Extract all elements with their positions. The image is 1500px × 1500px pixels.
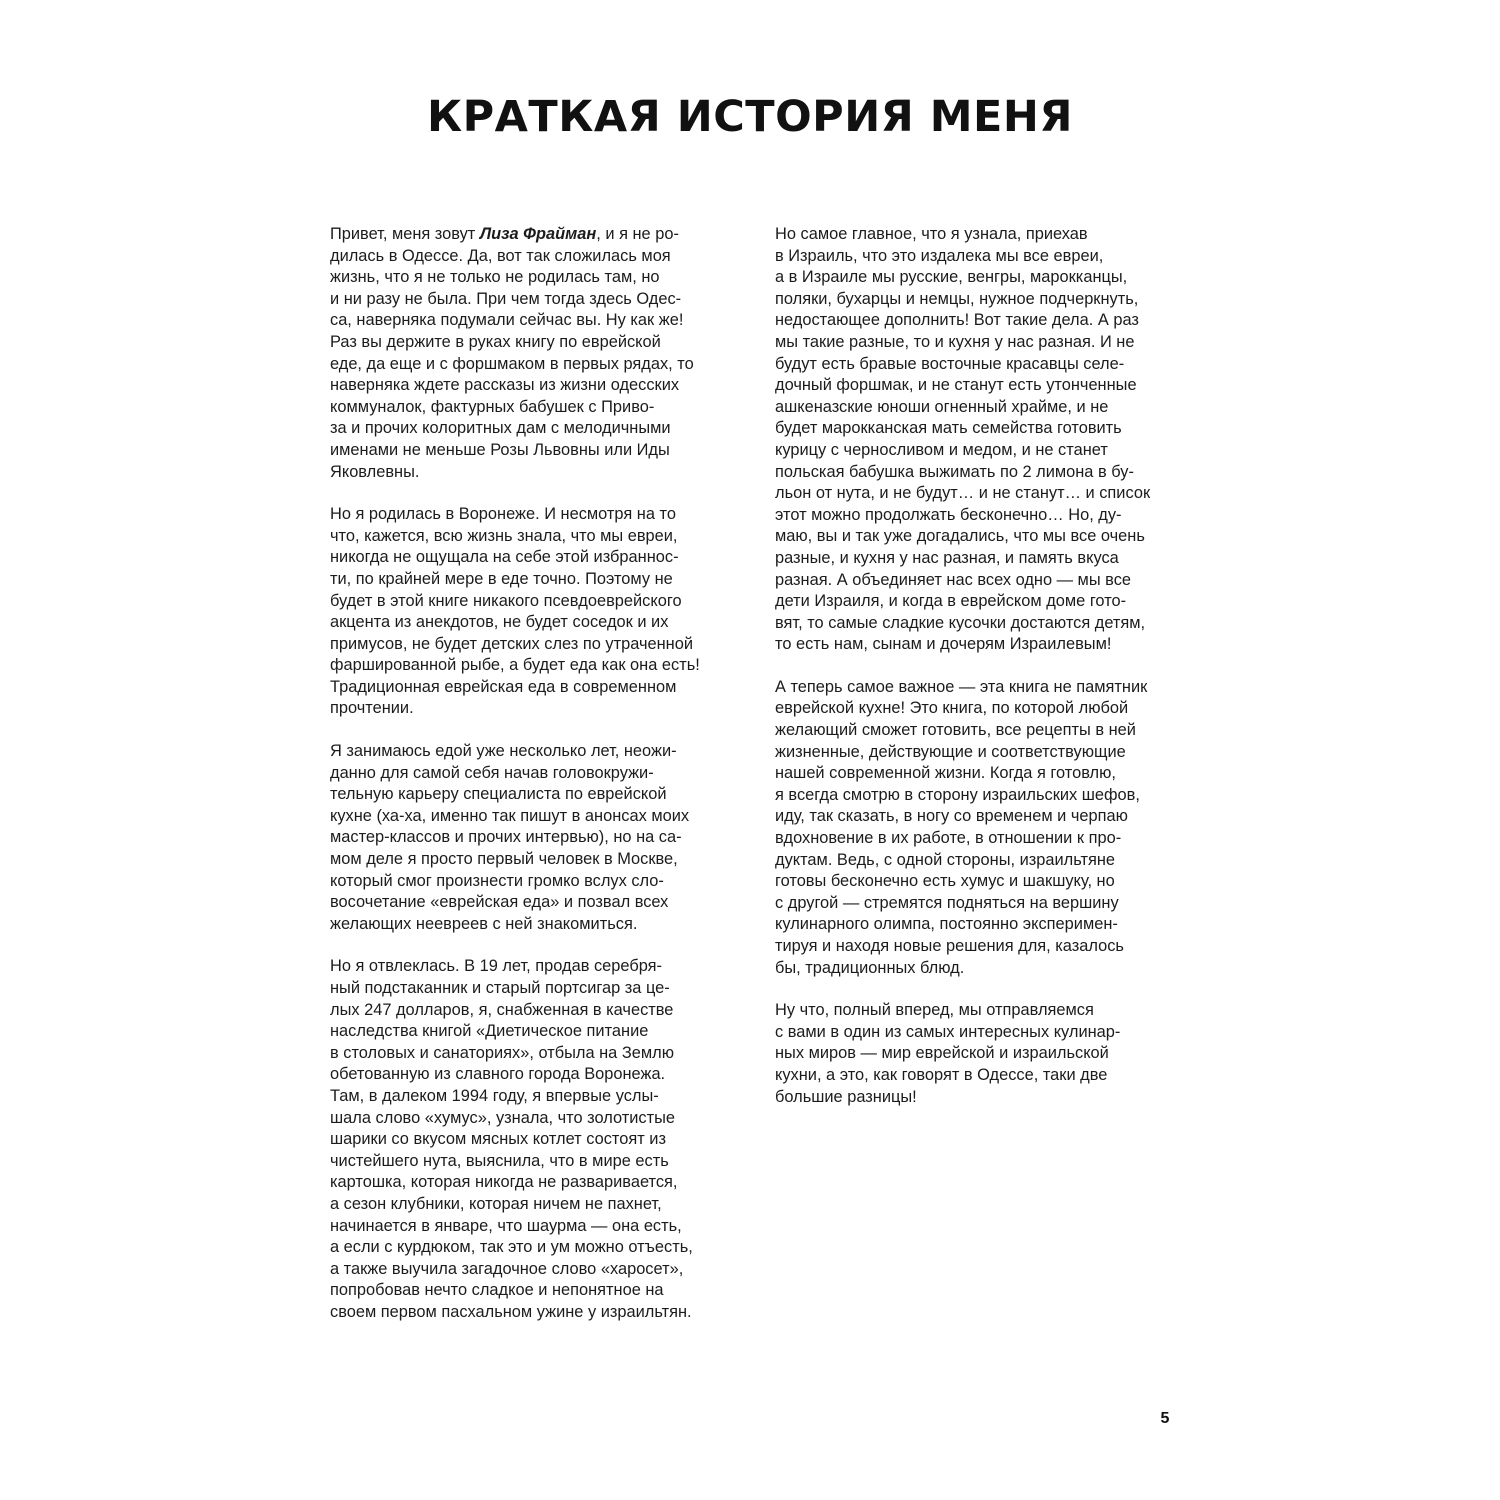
right-column: [775, 224, 1170, 1129]
paragraph-line: который смог произнести громко вслух сло-: [330, 871, 664, 890]
paragraph: [330, 956, 725, 1323]
paragraph-line: а сезон клубники, которая ничем не пахнет,: [330, 1194, 662, 1213]
paragraph-line: картошка, которая никогда не разваривается,: [330, 1173, 678, 1192]
paragraph-line: тируя и находя новые решения для, казалось: [775, 937, 1124, 955]
right-paragraphs: [775, 224, 1170, 1108]
paragraph-line: Привет, меня зовут Лиза Фрайман, и я не ро-: [330, 225, 679, 243]
paragraph-line: разные, и кухня у нас разная, и память вкуса: [775, 548, 1119, 567]
paragraph-line: желающих неевреев с ней знакомиться.: [330, 914, 638, 933]
paragraph-line: акцента из анекдотов, не будет соседок и их: [330, 613, 669, 632]
paragraph-line: иду, так сказать, в ногу со временем и черпаю: [775, 807, 1128, 826]
paragraph-line: в Израиль, что это издалека мы все евреи,: [775, 246, 1104, 265]
paragraph-line: вят, то самые сладкие кусочки достаются детям,: [775, 613, 1146, 632]
paragraph-line: прочтении.: [330, 699, 414, 718]
paragraph-line: наверняка ждете рассказы из жизни одесских: [330, 376, 680, 395]
paragraph-line: начинается в январе, что шаурма — она есть,: [330, 1216, 682, 1235]
paragraph-line: будет в этой книге никакого псевдоеврейского: [330, 591, 682, 610]
paragraph: [775, 224, 1170, 656]
paragraph-line: нашей современной жизни. Когда я готовлю,: [775, 764, 1116, 783]
paragraph-line: Но я отвлеклась. В 19 лет, продав серебря-: [330, 957, 662, 976]
paragraph-line: большие разницы!: [775, 1087, 917, 1106]
author-name: Лиза Фрайман: [479, 225, 597, 243]
paragraph: [330, 741, 725, 935]
paragraph-line: обетованную из славного города Воронежа.: [330, 1065, 666, 1084]
paragraph: [775, 1000, 1170, 1108]
paragraph-line: желающий сможет готовить, все рецепты в ней: [775, 721, 1136, 740]
paragraph-line: то есть нам, сынам и дочерям Израилевым!: [775, 635, 1112, 654]
page-title: КРАТКАЯ ИСТОРИЯ МЕНЯ: [426, 92, 1074, 142]
paragraph-line: дилась в Одессе. Да, вот так сложилась моя: [330, 246, 671, 265]
paragraph-line: а если с курдюком, так это и ум можно отъесть,: [330, 1238, 693, 1257]
paragraph-line: шарики со вкусом мясных котлет состоят из: [330, 1130, 666, 1149]
paragraph-line: Яковлевны.: [330, 462, 420, 481]
paragraph-line: готовы бесконечно есть хумус и шакшуку, но: [775, 872, 1115, 891]
intro-lines: [330, 246, 725, 484]
paragraph-line: А теперь самое важное — эта книга не памятник: [775, 677, 1148, 696]
paragraph-line: дочный форшмак, и не станут есть утонченные: [775, 376, 1137, 395]
paragraph-line: ашкеназские юноши огненный храйме, и не: [775, 397, 1109, 416]
paragraph-line: ных миров — мир еврейской и израильской: [775, 1044, 1109, 1063]
paragraph: [330, 504, 725, 720]
paragraph-line: и ни разу не была. При чем тогда здесь Одес-: [330, 289, 682, 308]
paragraph-line: а также выучила загадочное слово «харосет»,: [330, 1259, 684, 1278]
paragraph-line: за и прочих колоритных дам с мелодичными: [330, 419, 671, 438]
paragraph-line: Ну что, полный вперед, мы отправляемся: [775, 1001, 1094, 1020]
paragraph-line: попробовав нечто сладкое и непонятное на: [330, 1281, 664, 1300]
paragraph-line: а в Израиле мы русские, венгры, марокканцы,: [775, 268, 1128, 287]
paragraph-line: маю, вы и так уже догадались, что мы все очень: [775, 527, 1145, 546]
paragraph-line: я всегда смотрю в сторону израильских шефов,: [775, 785, 1140, 804]
paragraph-line: курицу с черносливом и медом, и не станет: [775, 440, 1108, 459]
paragraph-line: Я занимаюсь едой уже несколько лет, неожи-: [330, 742, 677, 761]
paragraph-line: мы такие разные, то и кухня у нас разная. И не: [775, 332, 1135, 351]
paragraph-line: ти, по крайней мере в еде точно. Поэтому не: [330, 569, 673, 588]
paragraph-line: будет марокканская мать семейства готовить: [775, 419, 1122, 438]
paragraph-line: Традиционная еврейская еда в современном: [330, 677, 677, 696]
paragraph-line: примусов, не будет детских слез по утраченной: [330, 634, 693, 653]
paragraph-line: дуктам. Ведь, с одной стороны, израильтяне: [775, 850, 1116, 869]
paragraph-line: льон от нута, и не будут… и не станут… и список: [775, 484, 1151, 503]
paragraph-line: чистейшего нута, выяснила, что в мире есть: [330, 1151, 669, 1170]
paragraph-line: данно для самой себя начав головокружи-: [330, 763, 654, 782]
paragraph-line: поляки, бухарцы и немцы, нужное подчеркнуть,: [775, 289, 1139, 308]
paragraph-line: лых 247 долларов, я, снабженная в качестве: [330, 1000, 674, 1019]
left-paragraphs: [330, 504, 725, 1323]
paragraph-line: недостающее дополнить! Вот такие дела. А раз: [775, 311, 1139, 330]
paragraph-line: еде, да еще и с форшмаком в первых рядах, то: [330, 354, 694, 373]
paragraph-line: дети Израиля, и когда в еврейском доме гото-: [775, 592, 1127, 611]
paragraph-line: са, наверняка подумали сейчас вы. Ну как же!: [330, 311, 684, 330]
paragraph-line: с вами в один из самых интересных кулинар-: [775, 1022, 1121, 1041]
paragraph-line: с другой — стремятся подняться на вершину: [775, 893, 1119, 912]
paragraph-line: фаршированной рыбе, а будет еда как она есть!: [330, 656, 700, 675]
paragraph-line: Но я родилась в Воронеже. И несмотря на то: [330, 505, 676, 524]
paragraph-line: разная. А объединяет нас всех одно — мы все: [775, 570, 1131, 589]
intro-paragraph: [330, 224, 725, 483]
paragraph-line: именами не меньше Розы Львовны или Иды: [330, 440, 670, 459]
paragraph-line: восочетание «еврейская еда» и позвал всех: [330, 893, 669, 912]
paragraph-line: мастер-классов и прочих интервью), но на са-: [330, 828, 682, 847]
paragraph-line: еврейской кухне! Это книга, по которой любой: [775, 699, 1129, 718]
left-column: [330, 224, 725, 1345]
paragraph-line: кухни, а это, как говорят в Одессе, таки две: [775, 1065, 1108, 1084]
paragraph-line: тельную карьеру специалиста по еврейской: [330, 785, 667, 804]
page-number: 5: [1160, 1410, 1170, 1427]
paragraph-line: Там, в далеком 1994 году, я впервые услы-: [330, 1086, 659, 1105]
paragraph-line: жизненные, действующие и соответствующие: [775, 742, 1126, 761]
paragraph-line: жизнь, что я не только не родилась там, но: [330, 268, 660, 287]
paragraph-line: будут есть бравые восточные красавцы селе-: [775, 354, 1125, 373]
paragraph-line: в столовых и санаториях», отбыла на Землю: [330, 1043, 674, 1062]
paragraph-line: шала слово «хумус», узнала, что золотистые: [330, 1108, 676, 1127]
paragraph-line: бы, традиционных блюд.: [775, 958, 965, 977]
paragraph-line: Раз вы держите в руках книгу по еврейской: [330, 332, 661, 351]
paragraph-line: мом деле я просто первый человек в Москве,: [330, 850, 678, 869]
paragraph-line: своем первом пасхальном ужине у израильтян.: [330, 1302, 692, 1321]
paragraph-line: ный подстаканник и старый портсигар за це-: [330, 979, 670, 997]
paragraph-line: никогда не ощущала на себе этой избраннос-: [330, 548, 679, 567]
paragraph-line: польская бабушка выжимать по 2 лимона в бу-: [775, 462, 1134, 481]
paragraph-line: Но самое главное, что я узнала, приехав: [775, 225, 1088, 243]
paragraph: [775, 677, 1170, 979]
paragraph-line: что, кажется, всю жизнь знала, что мы евреи,: [330, 526, 678, 545]
paragraph-line: наследства книгой «Диетическое питание: [330, 1022, 649, 1041]
paragraph-line: вдохновение в их работе, в отношении к про-: [775, 829, 1122, 848]
paragraph-line: этот можно продолжать бесконечно… Но, ду-: [775, 505, 1122, 524]
paragraph-line: кухне (ха-ха, именно так пишут в анонсах моих: [330, 806, 690, 825]
paragraph-line: кулинарного олимпа, постоянно эксперимен-: [775, 915, 1118, 934]
paragraph-line: коммуналок, фактурных бабушек с Приво-: [330, 397, 655, 416]
